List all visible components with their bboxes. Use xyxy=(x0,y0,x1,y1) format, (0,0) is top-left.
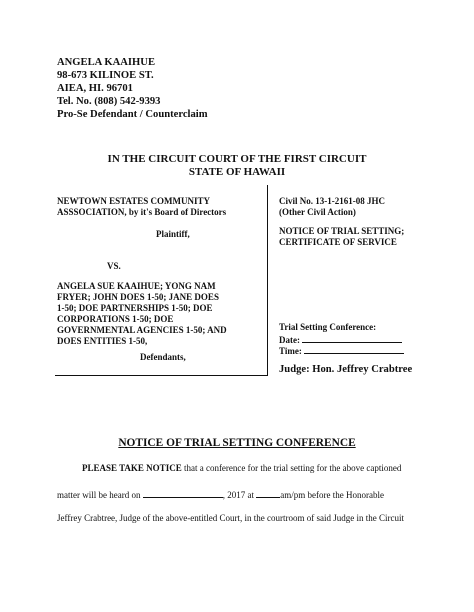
party-address-line-2: AIEA, HI. 96701 xyxy=(57,83,133,94)
court-title-line-2: STATE OF HAWAII xyxy=(188,166,286,178)
please-take-notice: PLEASE TAKE NOTICE xyxy=(82,463,182,473)
attorney-header xyxy=(57,56,208,121)
defendant-line: FRYER; JOHN DOES 1-50; JANE DOES xyxy=(57,292,219,302)
defendants-label: Defendants, xyxy=(140,352,186,362)
defendant-line: 1-50; DOE PARTNERSHIPS 1-50; DOE xyxy=(57,303,213,313)
time-blank xyxy=(304,344,404,354)
party-address-line-1: 98-673 KILINOE ST. xyxy=(57,70,154,81)
caption-vertical-rule xyxy=(267,185,268,375)
notice-line-2 xyxy=(57,488,384,500)
plaintiff-label: Plaintiff, xyxy=(156,229,190,239)
defendants-list xyxy=(57,281,227,347)
versus-label: VS. xyxy=(107,261,121,271)
notice-line-2-a: matter will be heard on xyxy=(57,490,143,500)
judge-name: Judge: Hon. Jeffrey Crabtree xyxy=(279,364,413,375)
defendant-line: CORPORATIONS 1-50; DOE xyxy=(57,314,174,324)
document-title-line-2: CERTIFICATE OF SERVICE xyxy=(279,237,397,247)
plaintiff-name-line-2: ASSSOCIATION, by it's Board of Directors xyxy=(57,207,227,217)
notice-line-1-rest: that a conference for the trial setting for the above captioned xyxy=(181,463,402,473)
hearing-time-blank xyxy=(256,488,280,498)
party-role: Pro-Se Defendant / Counterclaim xyxy=(57,109,208,120)
notice-line-3: Jeffrey Crabtree, Judge of the above-entitled Court, in the courtroom of said Judge in the Circuit xyxy=(57,513,404,523)
party-phone: Tel. No. (808) 542-9393 xyxy=(57,96,161,107)
party-name: ANGELA KAAIHUE xyxy=(57,57,156,68)
civil-number: Civil No. 13-1-2161-08 JHC xyxy=(279,196,385,206)
notice-line-2-b: , 2017 at xyxy=(222,490,257,500)
defendant-line: GOVERNMENTAL AGENCIES 1-50; AND xyxy=(57,325,227,335)
defendant-line: DOES ENTITIES 1-50, xyxy=(57,336,148,346)
caption-horizontal-rule xyxy=(55,375,268,376)
date-label: Date: xyxy=(279,335,300,345)
hearing-date-blank xyxy=(143,488,223,498)
conference-time-row xyxy=(279,344,404,357)
date-blank xyxy=(302,333,402,343)
document-title-line-1: NOTICE OF TRIAL SETTING; xyxy=(279,226,405,236)
notice-title: NOTICE OF TRIAL SETTING CONFERENCE xyxy=(118,437,356,449)
court-title-line-1: IN THE CIRCUIT COURT OF THE FIRST CIRCUIT xyxy=(107,153,367,165)
conference-label: Trial Setting Conference: xyxy=(279,322,377,332)
defendant-line: ANGELA SUE KAAIHUE; YONG NAM xyxy=(57,281,216,291)
civil-action-type: (Other Civil Action) xyxy=(279,207,356,217)
notice-line-1 xyxy=(82,463,401,473)
plaintiff-name-line-1: NEWTOWN ESTATES COMMUNITY xyxy=(57,196,211,206)
notice-line-2-c: am/pm before the Honorable xyxy=(280,490,384,500)
time-label: Time: xyxy=(279,346,302,356)
